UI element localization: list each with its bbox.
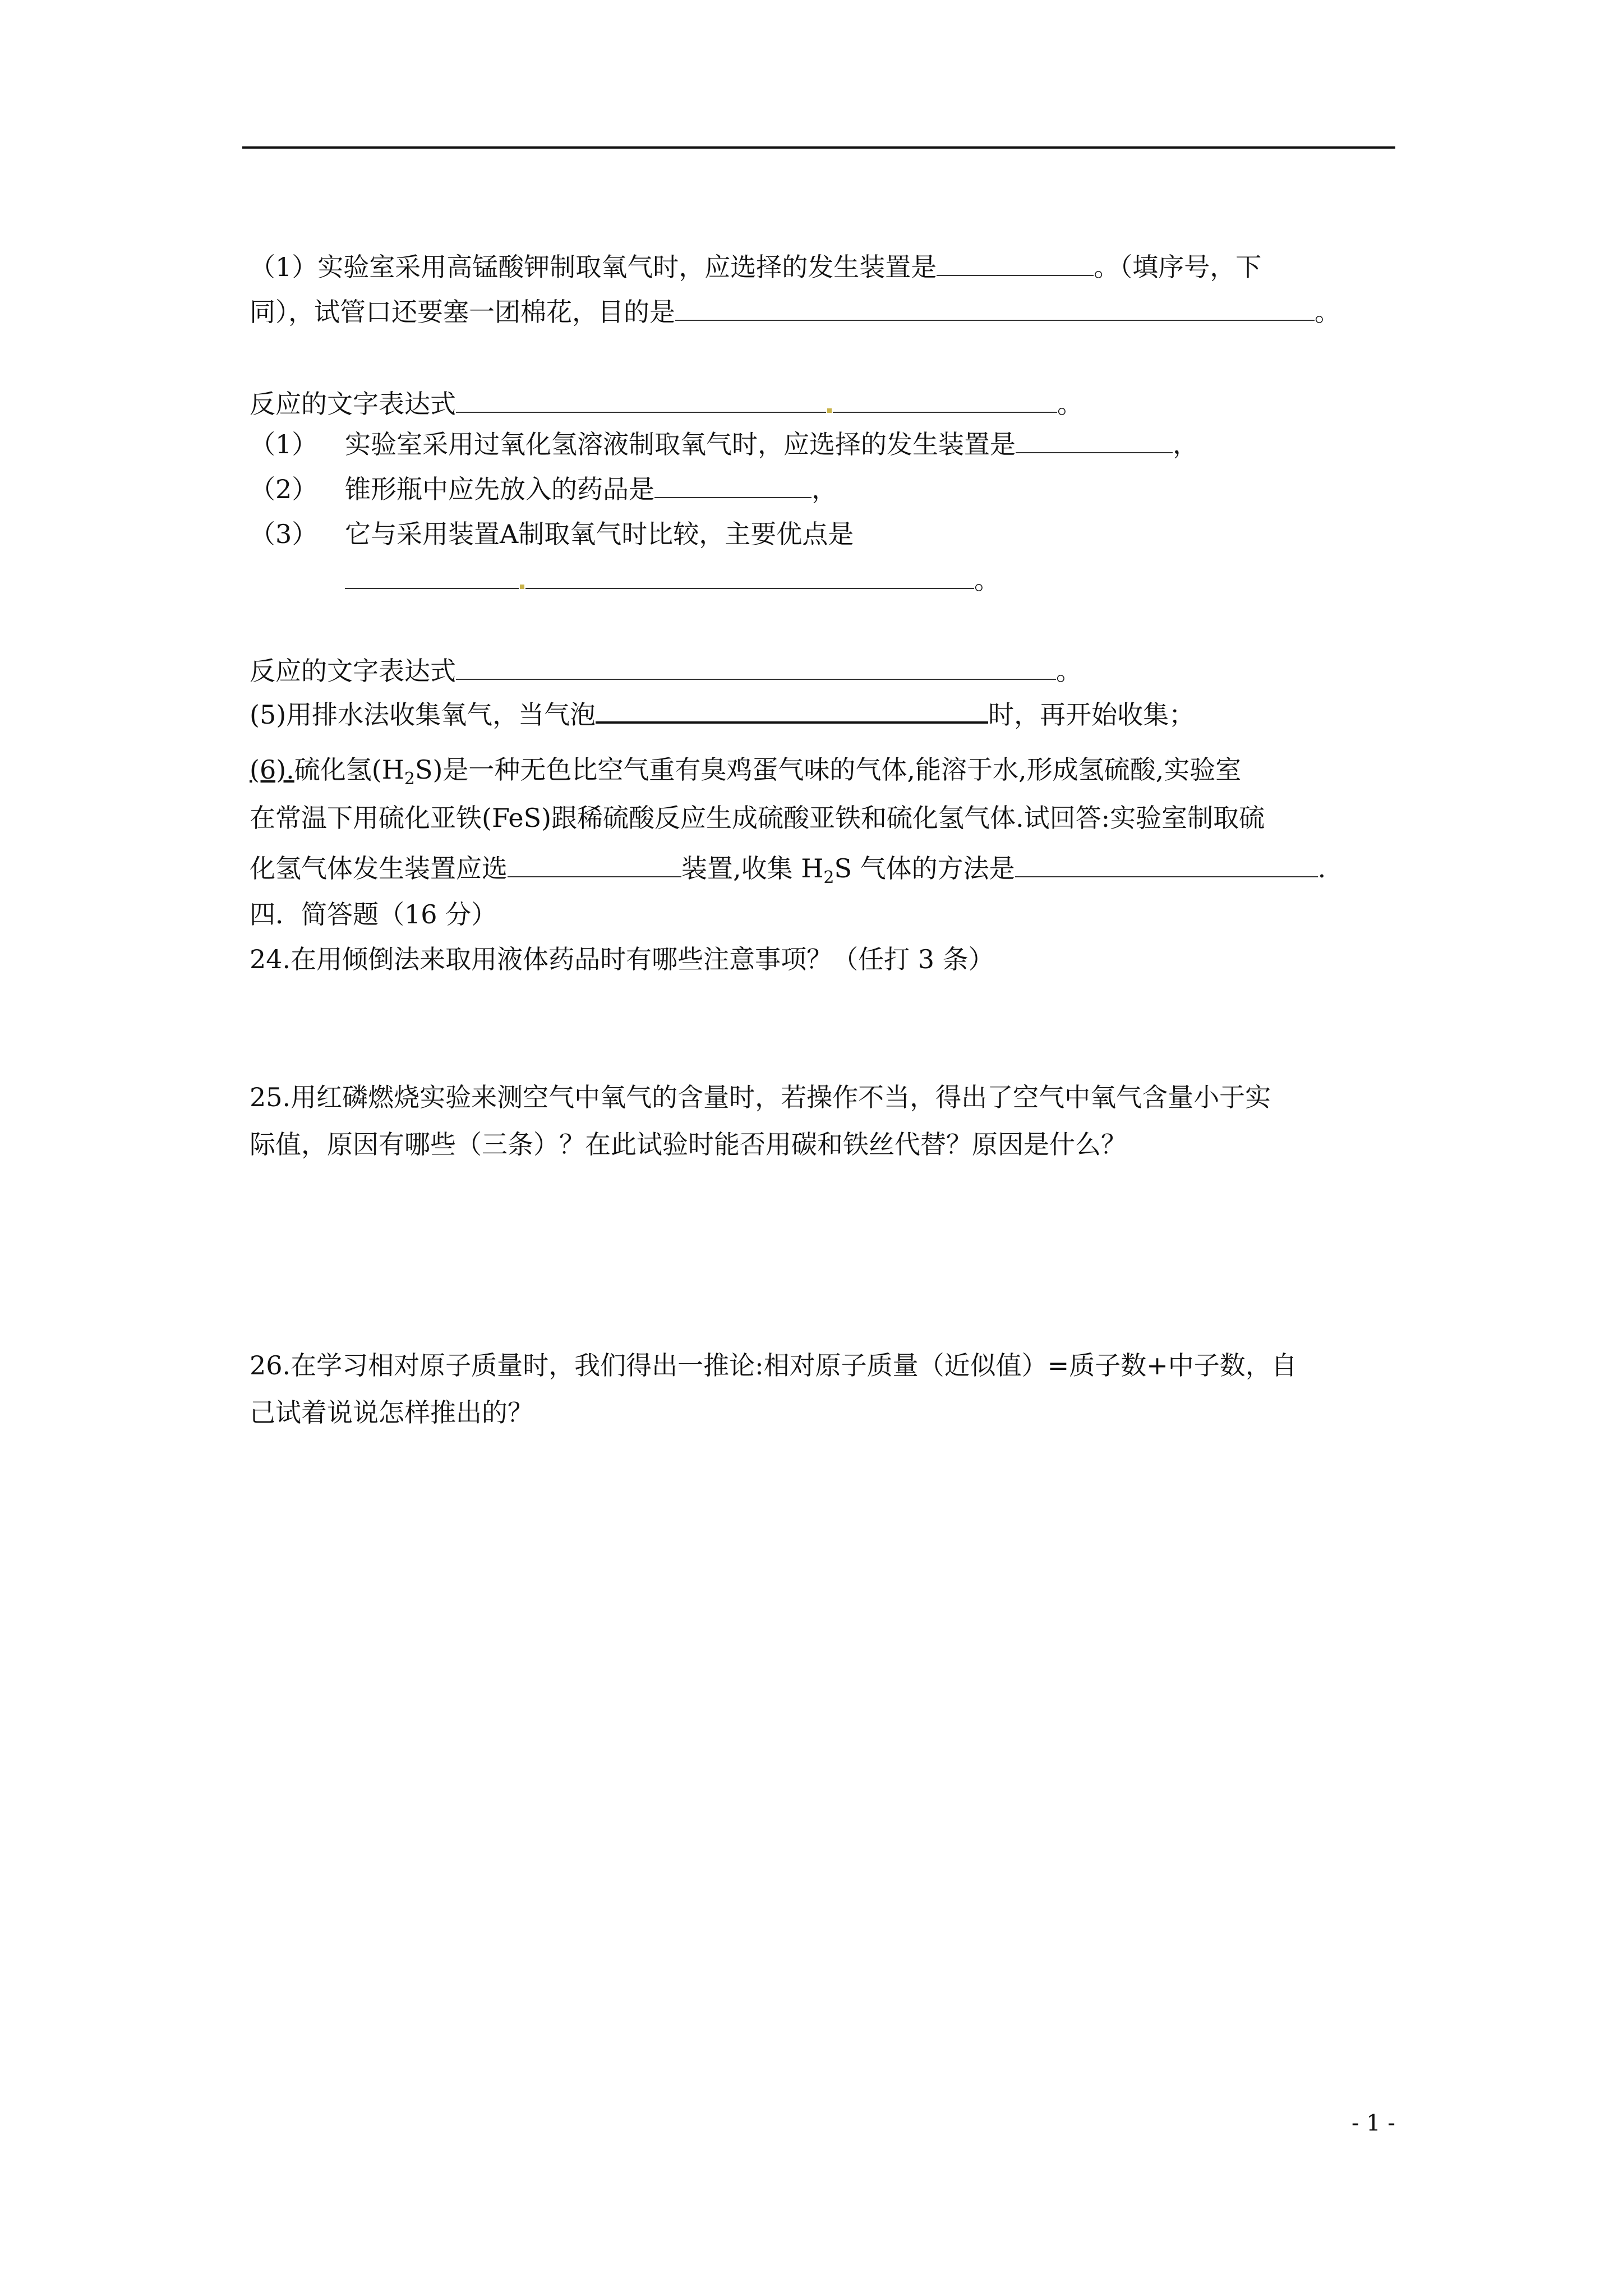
item5-end: 时，再开始收集；	[988, 700, 1195, 730]
item1-line	[250, 427, 1198, 461]
q1-line1	[250, 250, 1261, 284]
item2-blank[interactable]	[654, 475, 811, 498]
item3-blank-b[interactable]	[525, 565, 974, 589]
item2-end: ，	[811, 474, 837, 504]
section4-title	[250, 898, 497, 931]
item1-end: ，	[1173, 429, 1198, 459]
item6-line2	[250, 801, 1265, 835]
section4-title-text: 四．简答题（16 分）	[250, 899, 497, 930]
item5-line	[250, 698, 1195, 731]
q26-text-line2: 己试着说说怎样推出的？	[250, 1397, 533, 1428]
q1-purpose-end: 。	[1315, 297, 1340, 327]
item6-method-text: S 气体的方法是	[834, 853, 1015, 884]
item6-blank-method[interactable]	[1015, 854, 1318, 877]
reaction2-line	[250, 654, 1082, 688]
item3-end: 。	[974, 565, 1000, 595]
q25-text-line1: 25.用红磷燃烧实验来测空气中氧气的含量时，若操作不当，得出了空气中氧气含量小于实	[250, 1082, 1271, 1112]
item3-answer-line	[345, 563, 1000, 597]
q1-text: （1）实验室采用高锰酸钾制取氧气时，应选择的发生装置是	[250, 252, 937, 282]
item3-line	[250, 517, 854, 551]
q25-text-line2: 际值，原因有哪些（三条）？在此试验时能否用碳和铁丝代替？原因是什么？	[250, 1129, 1127, 1159]
header-rule	[242, 146, 1395, 149]
item6-text-a: 硫化氢(H	[294, 754, 404, 785]
item6-line1	[250, 753, 1242, 789]
item2-text: 锥形瓶中应先放入的药品是	[345, 474, 654, 504]
item5-text: (5)用排水法收集氧气，当气泡	[250, 700, 596, 730]
stray-dot-mark-2	[520, 585, 524, 589]
q1-blank-purpose[interactable]	[675, 297, 1315, 321]
item6-line3	[250, 852, 1326, 888]
q26-line1	[250, 1349, 1297, 1382]
q1-text-end: 。（填序号，下	[1094, 252, 1262, 282]
item3-blank-a[interactable]	[345, 565, 519, 589]
item6-text-b: S)是一种无色比空气重有臭鸡蛋气味的气体,能溶于水,形成氢硫酸,实验室	[414, 754, 1242, 785]
q1-purpose-text: 同），试管口还要塞一团棉花，目的是	[250, 297, 675, 327]
q26-line2	[250, 1396, 533, 1429]
q25-line2	[250, 1128, 1127, 1161]
reaction1-line	[250, 387, 1083, 421]
item6-blank-device[interactable]	[508, 854, 681, 877]
item6-number: (6).	[250, 754, 294, 785]
reaction2-label: 反应的文字表达式	[250, 656, 456, 686]
item1-blank[interactable]	[1016, 430, 1173, 453]
reaction1-end: 。	[1057, 389, 1083, 419]
q24-text: 24.在用倾倒法来取用液体药品时有哪些注意事项？（任打 3 条）	[250, 944, 994, 974]
q26-text-line1: 26.在学习相对原子质量时，我们得出一推论:相对原子质量（近似值）=质子数+中子数，自	[250, 1350, 1297, 1381]
q25-line1	[250, 1080, 1271, 1114]
reaction1-blank-a[interactable]	[456, 389, 826, 413]
item3-text: 它与采用装置A制取氧气时比较，主要优点是	[345, 519, 854, 549]
item5-blank[interactable]	[596, 699, 988, 724]
stray-dot-mark	[827, 408, 832, 413]
item6-device-text: 化氢气体发生装置应选	[250, 853, 508, 884]
item6-subscript-2: 2	[823, 868, 834, 888]
item1-number: （1）	[250, 429, 318, 459]
item3-number: （3）	[250, 519, 318, 549]
reaction1-label: 反应的文字表达式	[250, 389, 456, 419]
reaction2-end: 。	[1056, 656, 1082, 686]
item6-text-line2: 在常温下用硫化亚铁(FeS)跟稀硫酸反应生成硫酸亚铁和硫化氢气体.试回答:实验室制取硫	[250, 803, 1265, 833]
q1-blank-device[interactable]	[937, 252, 1094, 276]
q24-line	[250, 942, 994, 976]
q1-line2	[250, 295, 1340, 329]
page-number: - 1 -	[1352, 2110, 1395, 2136]
reaction2-blank[interactable]	[456, 656, 1056, 680]
item6-collect-text: 装置,收集 H	[681, 853, 824, 884]
item2-line	[250, 472, 837, 506]
reaction1-blank-b[interactable]	[833, 389, 1057, 413]
item6-end: .	[1317, 853, 1326, 884]
item2-number: （2）	[250, 474, 318, 504]
item1-text: 实验室采用过氧化氢溶液制取氧气时，应选择的发生装置是	[345, 429, 1016, 459]
item6-subscript: 2	[404, 769, 415, 789]
